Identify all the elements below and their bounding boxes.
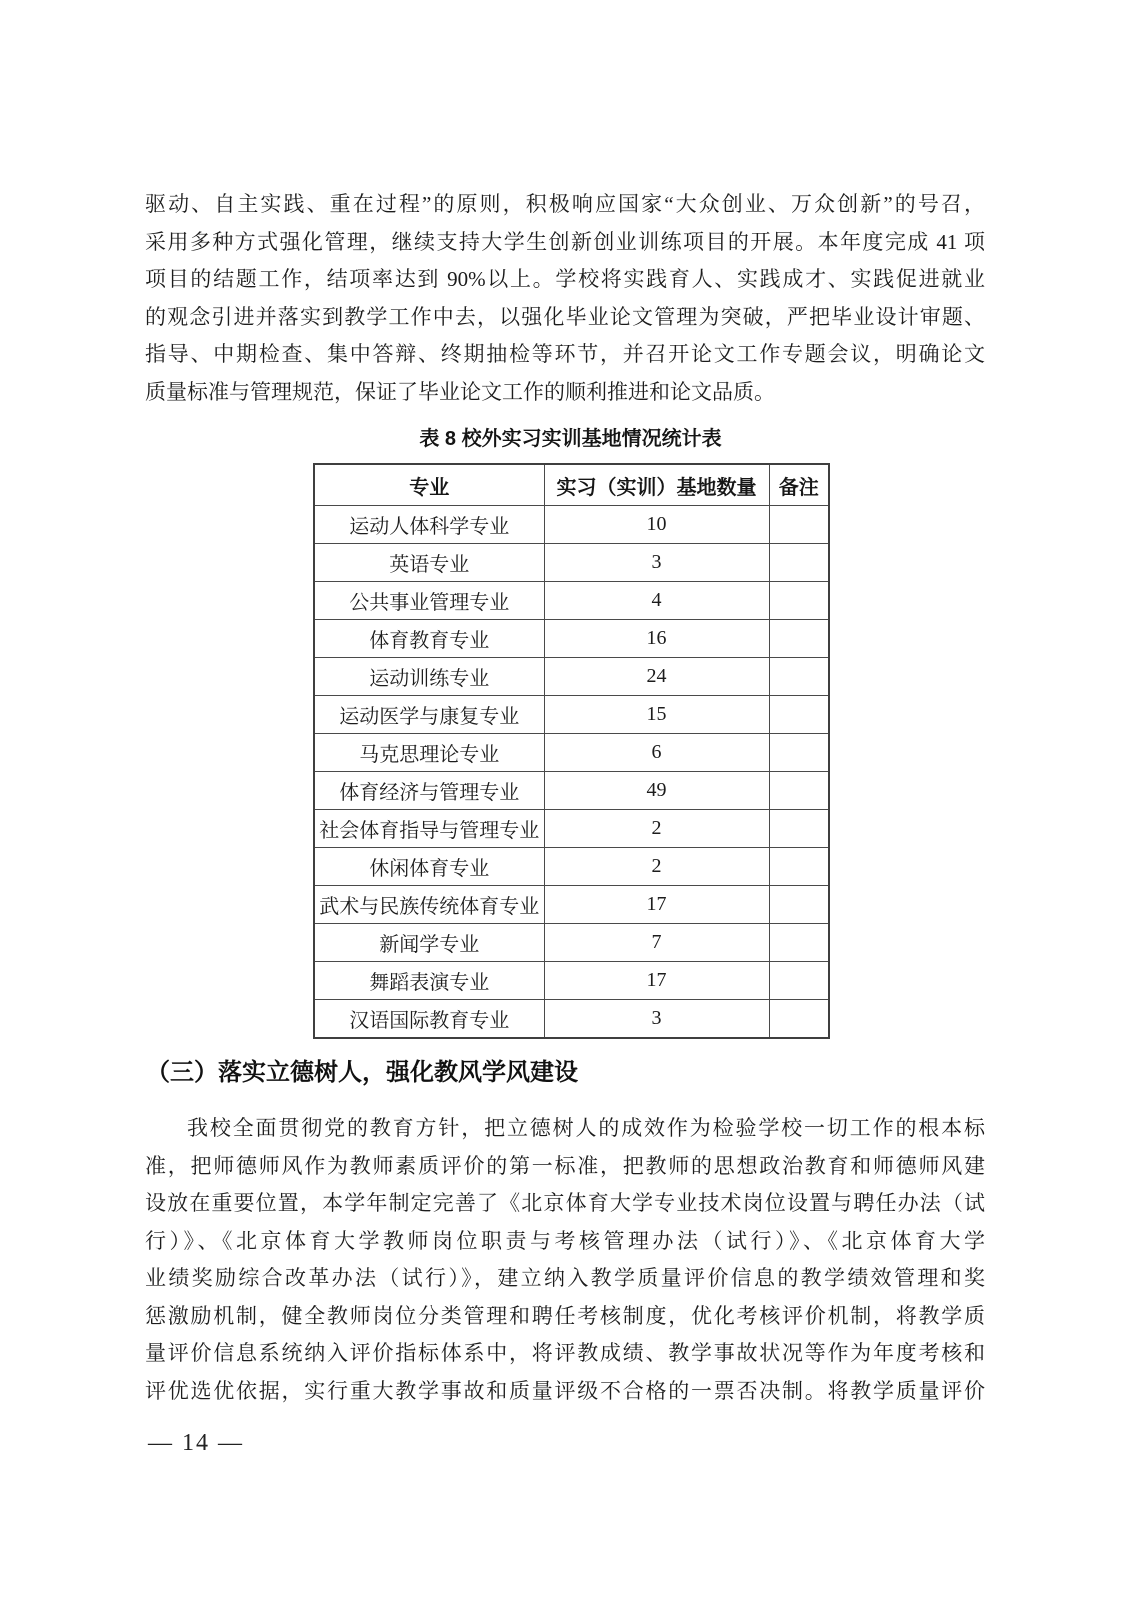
base-count-cell: 17 — [544, 886, 769, 924]
base-count-cell: 17 — [544, 962, 769, 1000]
table-row — [314, 582, 829, 620]
paragraph-line: 驱动、自主实践、重在过程”的原则，积极响应国家“大众创业、万众创新”的号召， — [145, 192, 985, 216]
paragraph-1 — [145, 186, 985, 411]
table-row — [314, 506, 829, 544]
paragraph-line: 惩激励机制，健全教师岗位分类管理和聘任考核制度，优化考核评价机制，将教学质 — [145, 1303, 985, 1328]
base-count-cell: 10 — [544, 506, 769, 544]
major-cell: 新闻学专业 — [314, 924, 544, 962]
major-cell: 社会体育指导与管理专业 — [314, 810, 544, 848]
table-row — [314, 658, 829, 696]
major-cell: 运动医学与康复专业 — [314, 696, 544, 734]
table-row — [314, 924, 829, 962]
major-cell: 休闲体育专业 — [314, 848, 544, 886]
table-row — [314, 772, 829, 810]
note-cell — [769, 772, 829, 810]
base-count-cell: 3 — [544, 1000, 769, 1039]
note-cell — [769, 582, 829, 620]
table-body — [314, 506, 829, 1039]
note-cell — [769, 886, 829, 924]
major-cell: 舞蹈表演专业 — [314, 962, 544, 1000]
table-row — [314, 886, 829, 924]
major-cell: 体育经济与管理专业 — [314, 772, 544, 810]
table-row — [314, 734, 829, 772]
base-count-cell: 7 — [544, 924, 769, 962]
note-cell — [769, 506, 829, 544]
note-cell — [769, 658, 829, 696]
major-cell: 公共事业管理专业 — [314, 582, 544, 620]
paragraph-line: 业绩奖励综合改革办法（试行）》，建立纳入教学质量评价信息的教学绩效管理和奖 — [145, 1266, 985, 1290]
paragraph-2 — [145, 1110, 985, 1410]
table-row — [314, 544, 829, 582]
note-cell — [769, 734, 829, 772]
base-count-cell: 49 — [544, 772, 769, 810]
base-count-cell: 16 — [544, 620, 769, 658]
major-cell: 运动训练专业 — [314, 658, 544, 696]
paragraph-line: 设放在重要位置，本学年制定完善了《北京体育大学专业技术岗位设置与聘任办法（试 — [145, 1191, 985, 1215]
column-header-major: 专业 — [314, 464, 544, 506]
note-cell — [769, 544, 829, 582]
table-row — [314, 1000, 829, 1039]
base-count-cell: 3 — [544, 544, 769, 582]
paragraph-line: 的观念引进并落实到教学工作中去，以强化毕业论文管理为突破，严把毕业设计审题、 — [145, 304, 985, 329]
base-count-cell: 2 — [544, 810, 769, 848]
column-header-base-count: 实习（实训）基地数量 — [544, 464, 769, 506]
base-count-cell: 15 — [544, 696, 769, 734]
base-count-cell: 6 — [544, 734, 769, 772]
table-header-row — [314, 464, 829, 506]
note-cell — [769, 810, 829, 848]
page-number: — 14 — — [148, 1430, 244, 1456]
paragraph-line: 准，把师德师风作为教师素质评价的第一标准，把教师的思想政治教育和师德师风建 — [145, 1153, 985, 1178]
note-cell — [769, 1000, 829, 1039]
major-cell: 马克思理论专业 — [314, 734, 544, 772]
paragraph-line: 行）》、《北京体育大学教师岗位职责与考核管理办法（试行）》、《北京体育大学 — [145, 1228, 985, 1253]
paragraph-line: 项目的结题工作，结项率达到 90%以上。学校将实践育人、实践成才、实践促进就业 — [145, 267, 985, 291]
column-header-note: 备注 — [769, 464, 829, 506]
note-cell — [769, 924, 829, 962]
paragraph-line: 评优选优依据，实行重大教学事故和质量评级不合格的一票否决制。将教学质量评价 — [145, 1378, 985, 1403]
table-title: 表 8 校外实习实训基地情况统计表 — [419, 428, 722, 450]
table-row — [314, 696, 829, 734]
section-heading: （三）落实立德树人，强化教风学风建设 — [146, 1059, 578, 1086]
base-count-cell: 24 — [544, 658, 769, 696]
table-row — [314, 810, 829, 848]
base-count-cell: 4 — [544, 582, 769, 620]
note-cell — [769, 962, 829, 1000]
major-cell: 英语专业 — [314, 544, 544, 582]
major-cell: 运动人体科学专业 — [314, 506, 544, 544]
paragraph-line: 质量标准与管理规范，保证了毕业论文工作的顺利推进和论文品质。 — [145, 379, 775, 404]
paragraph-line: 量评价信息系统纳入评价指标体系中，将评教成绩、教学事故状况等作为年度考核和 — [145, 1341, 985, 1365]
base-count-cell: 2 — [544, 848, 769, 886]
table-row — [314, 620, 829, 658]
table-row — [314, 962, 829, 1000]
note-cell — [769, 620, 829, 658]
major-cell: 武术与民族传统体育专业 — [314, 886, 544, 924]
paragraph-line: 采用多种方式强化管理，继续支持大学生创新创业训练项目的开展。本年度完成 41 项 — [145, 229, 985, 254]
major-cell: 汉语国际教育专业 — [314, 1000, 544, 1039]
note-cell — [769, 696, 829, 734]
paragraph-line: 我校全面贯彻党的教育方针，把立德树人的成效作为检验学校一切工作的根本标 — [187, 1116, 985, 1140]
internship-base-table — [313, 463, 830, 1039]
major-cell: 体育教育专业 — [314, 620, 544, 658]
table-row — [314, 848, 829, 886]
note-cell — [769, 848, 829, 886]
paragraph-line: 指导、中期检查、集中答辩、终期抽检等环节，并召开论文工作专题会议，明确论文 — [145, 342, 985, 366]
